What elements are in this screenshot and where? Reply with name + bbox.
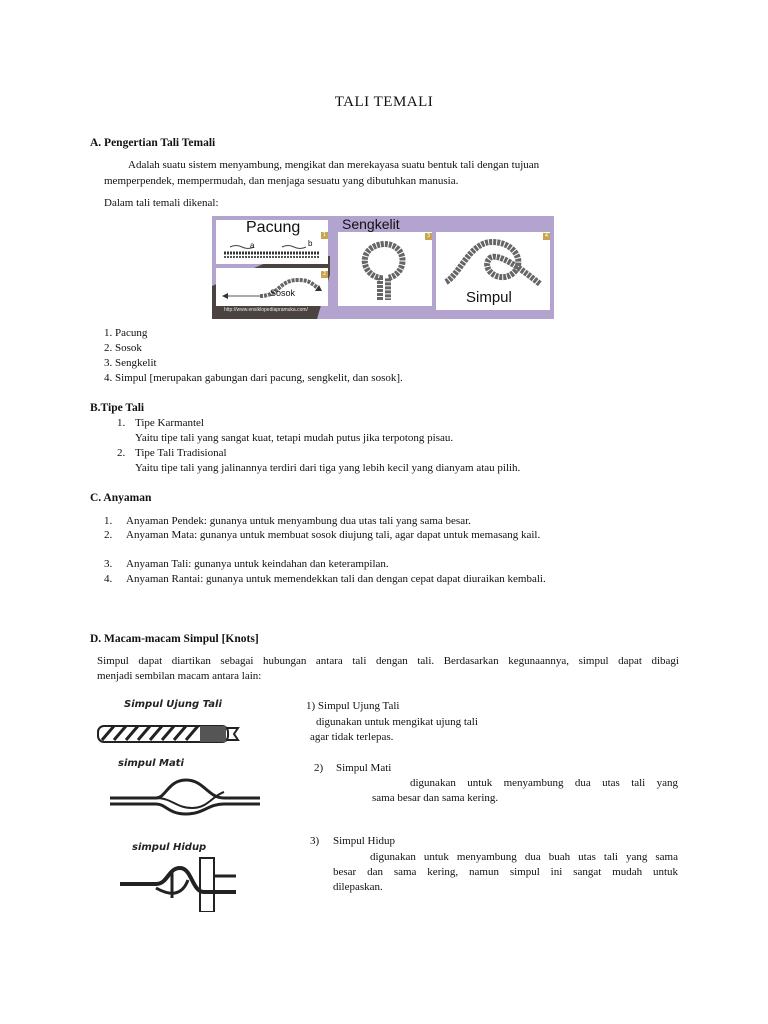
section-d-paragraph-line2: menjadi sembilan macam antara lain:	[97, 670, 262, 682]
tipe-tali-number-1: 1.	[117, 417, 126, 429]
section-c-heading: C. Anyaman	[90, 492, 152, 504]
anyaman-number-2: 2.	[104, 529, 113, 541]
list-item-sosok: 2. Sosok	[104, 342, 142, 354]
anyaman-item-3: Anyaman Tali: gunanya untuk keindahan dan keterampilan.	[126, 558, 389, 570]
section-a-paragraph-line1: Adalah suatu sistem menyambung, mengikat dan merekayasa suatu bentuk tali dengan tujuan	[128, 159, 540, 171]
simpul-ujung-tali-image-label: Simpul Ujung Tali	[124, 699, 222, 710]
anyaman-number-3: 3.	[104, 558, 113, 570]
knot-desc-1-line2: agar tidak terlepas.	[310, 731, 394, 743]
page-title: TALI TEMALI	[334, 94, 434, 110]
simpul-label: Simpul	[466, 289, 512, 306]
simpul-ujung-tali-image	[92, 696, 264, 754]
list-item-simpul: 4. Simpul [merupakan gabungan dari pacung, sengkelit, dan sosok].	[104, 372, 403, 384]
knot-title-2: Simpul Mati	[336, 762, 392, 774]
knot-desc-2-line1: digunakan untuk menyambung dua utas tali yang	[410, 777, 678, 789]
square-knot-icon	[96, 772, 268, 818]
anyaman-number-1: 1.	[104, 515, 113, 527]
tipe-tali-number-2: 2.	[117, 447, 126, 459]
sosok-label: Sosok	[270, 288, 296, 298]
section-a-intro: Dalam tali temali dikenal:	[104, 197, 219, 209]
rope-techniques-figure	[212, 216, 554, 319]
corner-badge-3: 3	[426, 233, 431, 239]
simpul-panel	[436, 232, 550, 310]
anyaman-number-4: 4.	[104, 573, 113, 585]
simpul-hidup-image	[116, 836, 266, 912]
simpul-mati-image	[96, 756, 268, 818]
sosok-panel	[216, 268, 328, 306]
knot-title-3: Simpul Hidup	[333, 835, 396, 847]
knot-desc-2-line2: sama besar dan sama kering.	[372, 792, 499, 804]
tipe-tali-desc-2: Yaitu tipe tali yang jalinannya terdiri dari tiga yang lebih kecil yang dianyam atau pilih.	[135, 462, 521, 474]
knot-title-1: 1) Simpul Ujung Tali	[306, 700, 400, 712]
list-item-pacung: 1. Pacung	[104, 327, 148, 339]
knot-number-3: 3)	[310, 835, 320, 847]
knot-desc-3-line2: besar dan sama kering, namun simpul ini sangat mudah untuk	[333, 866, 678, 878]
section-b-heading: B.Tipe Tali	[90, 402, 145, 414]
tipe-tali-title-1: Tipe Karmantel	[135, 417, 204, 429]
pacung-rope-icon	[222, 242, 322, 262]
knot-desc-1-line1: digunakan untuk mengikat ujung tali	[316, 716, 478, 728]
rope-end-icon	[92, 714, 264, 752]
corner-badge-1: 1	[322, 232, 327, 238]
knot-number-2: 2)	[314, 762, 324, 774]
knot-desc-3-line3: dilepaskan.	[333, 881, 383, 893]
simpul-hidup-image-label: simpul Hidup	[132, 842, 207, 853]
simpul-mati-image-label: simpul Mati	[118, 758, 184, 769]
sengkelit-label: Sengkelit	[342, 216, 400, 232]
anyaman-item-1: Anyaman Pendek: gunanya untuk menyambung dua utas tali yang sama besar.	[126, 515, 471, 527]
knot-desc-3-line1: digunakan untuk menyambung dua buah utas tali yang sama	[370, 851, 678, 863]
anyaman-item-4: Anyaman Rantai: gunanya untuk memendekkan tali dan dengan cepat dapat diuraikan kembali.	[126, 573, 546, 585]
section-a-heading: A. Pengertian Tali Temali	[90, 137, 216, 149]
list-item-sengkelit: 3. Sengkelit	[104, 357, 157, 369]
pacung-panel	[216, 220, 328, 264]
sengkelit-loop-icon	[350, 238, 420, 302]
section-a-paragraph-line2: memperpendek, mempermudah, dan menjaga sesuatu yang dibutuhkan manusia.	[104, 175, 459, 187]
section-d-paragraph-line1: Simpul dapat diartikan sebagai hubungan antara tali dengan tali. Berdasarkan kegunaannya, simpul dapat dibagi	[97, 655, 679, 667]
corner-badge-2: 2	[322, 271, 327, 277]
section-d-heading: D. Macam-macam Simpul [Knots]	[90, 633, 259, 645]
tipe-tali-title-2: Tipe Tali Tradisional	[135, 447, 227, 459]
slip-knot-icon	[116, 856, 266, 912]
rope-label-a: a	[250, 241, 255, 250]
simpul-knot-icon	[440, 234, 546, 290]
anyaman-item-2: Anyaman Mata: gunanya untuk membuat sosok diujung tali, agar dapat untuk memasang kail.	[126, 529, 541, 541]
pacung-label: Pacung	[246, 219, 301, 236]
tipe-tali-desc-1: Yaitu tipe tali yang sangat kuat, tetapi mudah putus jika terpotong pisau.	[135, 432, 454, 444]
figure-source-url: http://www.ensiklopediapramuka.com/	[224, 307, 308, 313]
corner-badge-4: 4	[544, 233, 549, 239]
sengkelit-panel	[338, 232, 432, 306]
rope-label-b: b	[308, 239, 313, 248]
